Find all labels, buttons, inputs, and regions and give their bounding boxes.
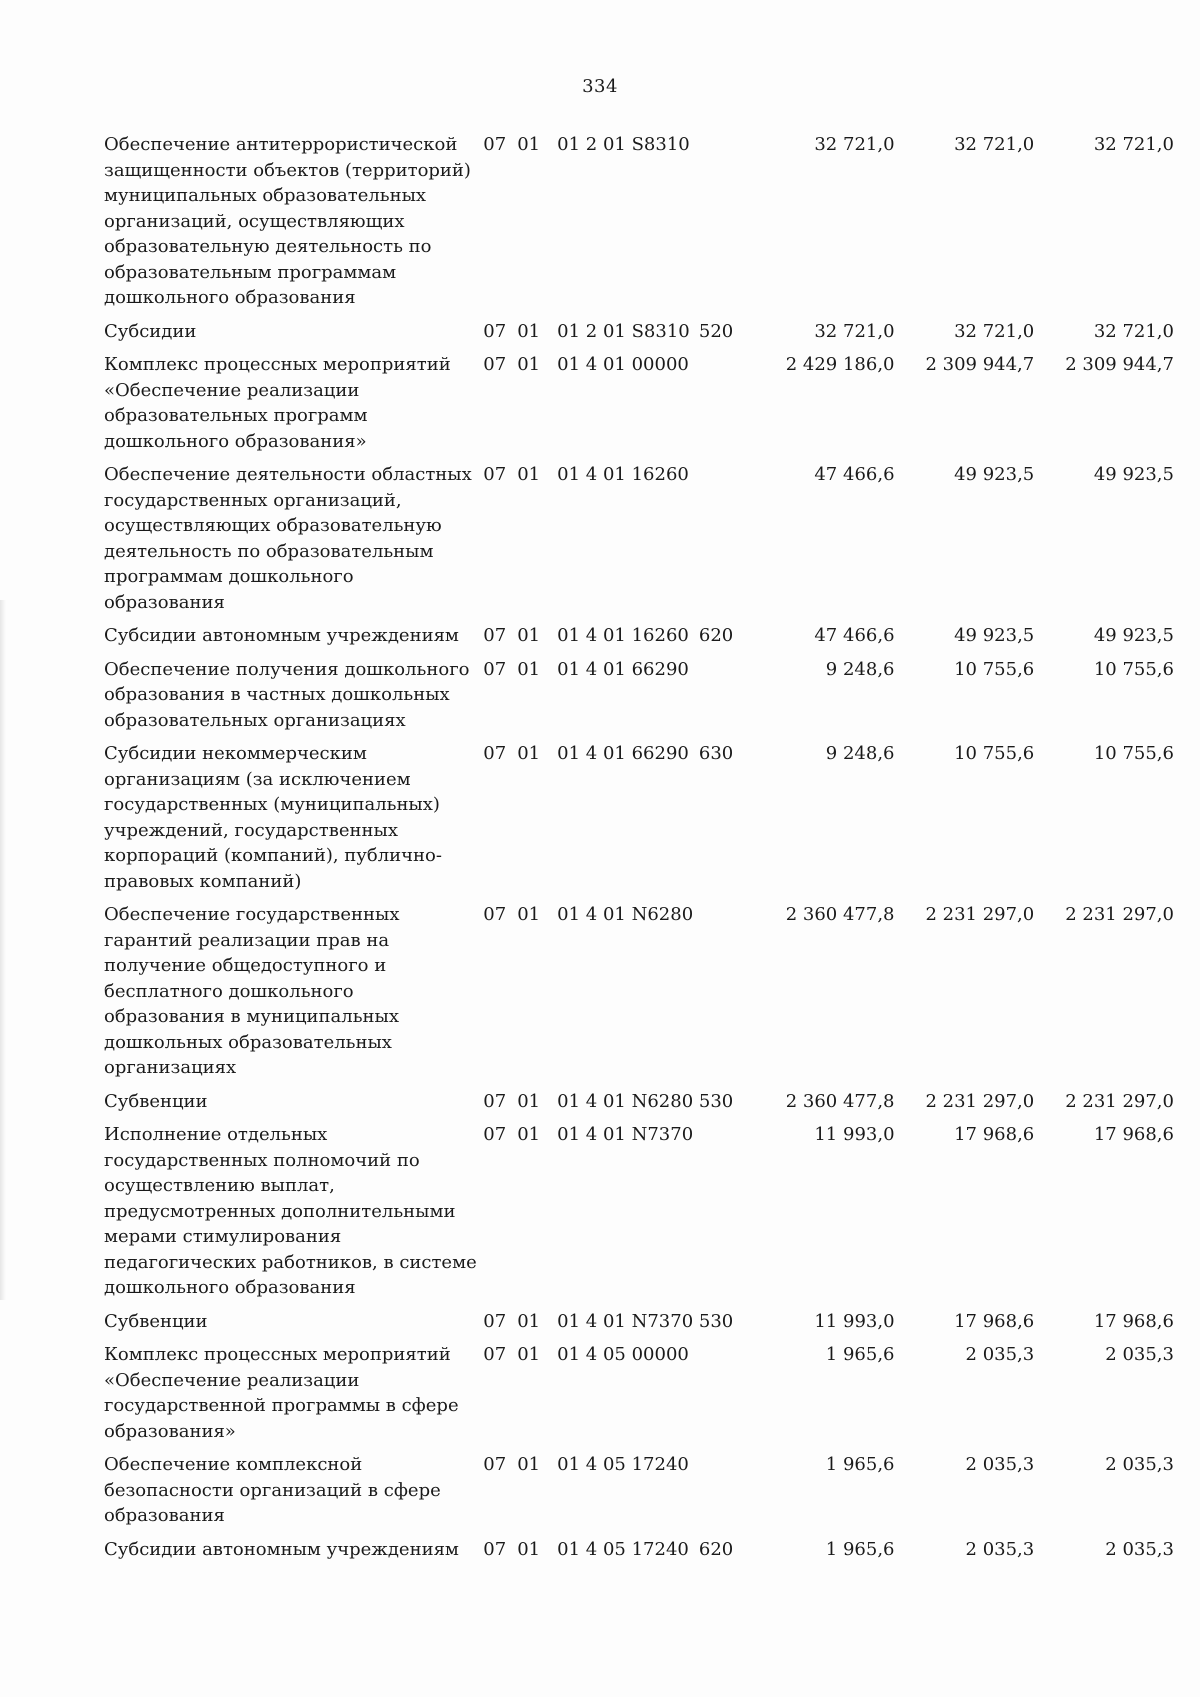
- table-row: [104, 902, 1174, 1081]
- row-section-code: 07: [483, 658, 507, 680]
- row-name: Обеспечение комплексной безопасности организаций в сфере образования: [104, 1454, 441, 1526]
- row-subsection-code: 01: [517, 464, 541, 485]
- table-row: [104, 741, 1174, 894]
- row-amount-year-1: 2 429 186,0: [785, 354, 895, 375]
- row-amount-year-2: 17 968,6: [954, 1124, 1035, 1145]
- row-amount-year-2: 10 755,6: [954, 743, 1035, 764]
- table-row: [104, 462, 1174, 615]
- row-subsection-code: 01: [517, 134, 541, 155]
- row-target-article-code: 01 2 01 S8310: [557, 320, 690, 342]
- table-row: [104, 1122, 1174, 1301]
- row-expense-type-code: 530: [698, 1090, 734, 1112]
- row-name: Субсидии некоммерческим организациям (за исключением государственных (муниципальных) учреждений, государственных корпораций (компаний), публично-правовых компаний): [104, 743, 442, 892]
- row-section-code: 07: [483, 1538, 507, 1560]
- row-amount-year-3: 2 231 297,0: [1065, 1090, 1174, 1112]
- row-name: Обеспечение получения дошкольного образования в частных дошкольных образовательных организациях: [104, 658, 470, 731]
- row-target-article-code: 01 4 01 66290: [557, 658, 689, 680]
- row-name: Обеспечение деятельности областных государственных организаций, осуществляющих образовательную деятельность по образовательным программам дошкольного образования: [104, 464, 472, 613]
- page-number: 334: [582, 76, 618, 97]
- row-name: Субвенции: [104, 1310, 208, 1332]
- row-expense-type-code: 530: [698, 1310, 734, 1332]
- row-amount-year-2: 2 035,3: [965, 1454, 1035, 1475]
- row-subsection-code: 01: [517, 1310, 541, 1332]
- row-expense-type-code: 630: [698, 743, 734, 764]
- row-name: Обеспечение антитеррористической защищенности объектов (территорий) муниципальных образовательных организаций, осуществляющих образовательную деятельность по образовательным программам дошкольного образования: [104, 134, 471, 308]
- table-row: [104, 1342, 1174, 1444]
- row-subsection-code: 01: [517, 1454, 541, 1475]
- scan-edge-shadow: [0, 600, 6, 1300]
- budget-table: [104, 132, 1174, 1570]
- table-row: [104, 623, 1174, 649]
- row-amount-year-3: 2 231 297,0: [1065, 904, 1174, 925]
- row-name: Субсидии автономным учреждениям: [104, 625, 459, 646]
- row-section-code: 07: [483, 1310, 507, 1332]
- table-row: [104, 657, 1174, 734]
- row-amount-year-2: 49 923,5: [954, 625, 1035, 646]
- row-target-article-code: 01 4 05 17240: [557, 1454, 689, 1475]
- row-expense-type-code: 520: [698, 320, 734, 342]
- row-section-code: 07: [483, 320, 507, 342]
- row-subsection-code: 01: [517, 743, 541, 764]
- row-section-code: 07: [483, 1124, 507, 1145]
- row-section-code: 07: [483, 904, 507, 925]
- row-amount-year-3: 32 721,0: [1093, 134, 1174, 155]
- row-amount-year-1: 2 360 477,8: [785, 1090, 895, 1112]
- row-amount-year-1: 1 965,6: [825, 1344, 895, 1365]
- row-amount-year-3: 2 309 944,7: [1065, 354, 1174, 375]
- row-subsection-code: 01: [517, 904, 541, 925]
- row-subsection-code: 01: [517, 1090, 541, 1112]
- row-amount-year-2: 2 309 944,7: [925, 354, 1035, 375]
- row-target-article-code: 01 4 01 N6280: [557, 904, 694, 925]
- table-row: [104, 319, 1174, 345]
- row-amount-year-3: 2 035,3: [1105, 1344, 1174, 1365]
- row-amount-year-3: 10 755,6: [1093, 658, 1174, 680]
- row-amount-year-2: 2 035,3: [965, 1538, 1035, 1560]
- row-amount-year-1: 1 965,6: [825, 1538, 895, 1560]
- row-subsection-code: 01: [517, 625, 541, 646]
- row-amount-year-1: 47 466,6: [814, 625, 895, 646]
- table-row: [104, 1537, 1174, 1563]
- row-amount-year-3: 10 755,6: [1093, 743, 1174, 764]
- row-amount-year-1: 11 993,0: [814, 1124, 895, 1145]
- row-amount-year-3: 49 923,5: [1093, 464, 1174, 485]
- row-amount-year-1: 1 965,6: [825, 1454, 895, 1475]
- row-name: Исполнение отдельных государственных полномочий по осуществлению выплат, предусмотренных дополнительными мерами стимулирования педагогических работников, в системе дошкольного образования: [104, 1124, 477, 1298]
- row-subsection-code: 01: [517, 320, 541, 342]
- row-amount-year-3: 17 968,6: [1093, 1310, 1174, 1332]
- row-name: Субсидии автономным учреждениям: [104, 1538, 459, 1560]
- row-target-article-code: 01 4 01 N6280: [557, 1090, 694, 1112]
- row-amount-year-2: 17 968,6: [954, 1310, 1035, 1332]
- row-name: Комплекс процессных мероприятий «Обеспечение реализации государственной программы в сфере образования»: [104, 1344, 459, 1442]
- row-amount-year-2: 2 231 297,0: [925, 1090, 1035, 1112]
- row-amount-year-2: 32 721,0: [954, 320, 1035, 342]
- row-subsection-code: 01: [517, 1344, 541, 1365]
- row-section-code: 07: [483, 354, 507, 375]
- row-target-article-code: 01 4 01 N7370: [557, 1310, 694, 1332]
- row-target-article-code: 01 4 05 17240: [557, 1538, 689, 1560]
- table-row: [104, 1089, 1174, 1115]
- row-amount-year-3: 17 968,6: [1093, 1124, 1174, 1145]
- table-row: [104, 1452, 1174, 1529]
- row-subsection-code: 01: [517, 354, 541, 375]
- row-amount-year-2: 10 755,6: [954, 658, 1035, 680]
- row-subsection-code: 01: [517, 658, 541, 680]
- row-name: Субвенции: [104, 1090, 208, 1112]
- row-amount-year-2: 49 923,5: [954, 464, 1035, 485]
- row-target-article-code: 01 4 01 16260: [557, 464, 689, 485]
- row-name: Обеспечение государственных гарантий реализации прав на получение общедоступного и бесплатного дошкольного образования в муниципальных дошкольных образовательных организациях: [104, 904, 400, 1078]
- row-expense-type-code: 620: [698, 1538, 734, 1560]
- row-target-article-code: 01 4 05 00000: [557, 1344, 689, 1365]
- row-amount-year-2: 2 231 297,0: [925, 904, 1035, 925]
- row-expense-type-code: 620: [698, 625, 734, 646]
- row-section-code: 07: [483, 1454, 507, 1475]
- row-target-article-code: 01 2 01 S8310: [557, 134, 690, 155]
- row-section-code: 07: [483, 1344, 507, 1365]
- row-amount-year-3: 2 035,3: [1105, 1538, 1174, 1560]
- row-amount-year-1: 11 993,0: [814, 1310, 895, 1332]
- table-row: [104, 132, 1174, 311]
- row-amount-year-3: 49 923,5: [1093, 625, 1174, 646]
- row-section-code: 07: [483, 464, 507, 485]
- row-section-code: 07: [483, 743, 507, 764]
- row-section-code: 07: [483, 625, 507, 646]
- row-amount-year-3: 2 035,3: [1105, 1454, 1174, 1475]
- row-section-code: 07: [483, 1090, 507, 1112]
- row-target-article-code: 01 4 01 N7370: [557, 1124, 694, 1145]
- row-subsection-code: 01: [517, 1538, 541, 1560]
- row-target-article-code: 01 4 01 00000: [557, 354, 689, 375]
- row-amount-year-2: 32 721,0: [954, 134, 1035, 155]
- row-name: Комплекс процессных мероприятий «Обеспечение реализации образовательных программ дошкольного образования»: [104, 354, 451, 452]
- row-amount-year-2: 2 035,3: [965, 1344, 1035, 1365]
- row-target-article-code: 01 4 01 16260: [557, 625, 689, 646]
- row-amount-year-1: 32 721,0: [814, 320, 895, 342]
- row-amount-year-1: 2 360 477,8: [785, 904, 895, 925]
- row-amount-year-1: 9 248,6: [825, 658, 895, 680]
- table-row: [104, 352, 1174, 454]
- row-section-code: 07: [483, 134, 507, 155]
- row-name: Субсидии: [104, 320, 197, 342]
- table-row: [104, 1309, 1174, 1335]
- row-amount-year-1: 47 466,6: [814, 464, 895, 485]
- row-amount-year-1: 32 721,0: [814, 134, 895, 155]
- row-subsection-code: 01: [517, 1124, 541, 1145]
- row-target-article-code: 01 4 01 66290: [557, 743, 689, 764]
- row-amount-year-1: 9 248,6: [825, 743, 895, 764]
- row-amount-year-3: 32 721,0: [1093, 320, 1174, 342]
